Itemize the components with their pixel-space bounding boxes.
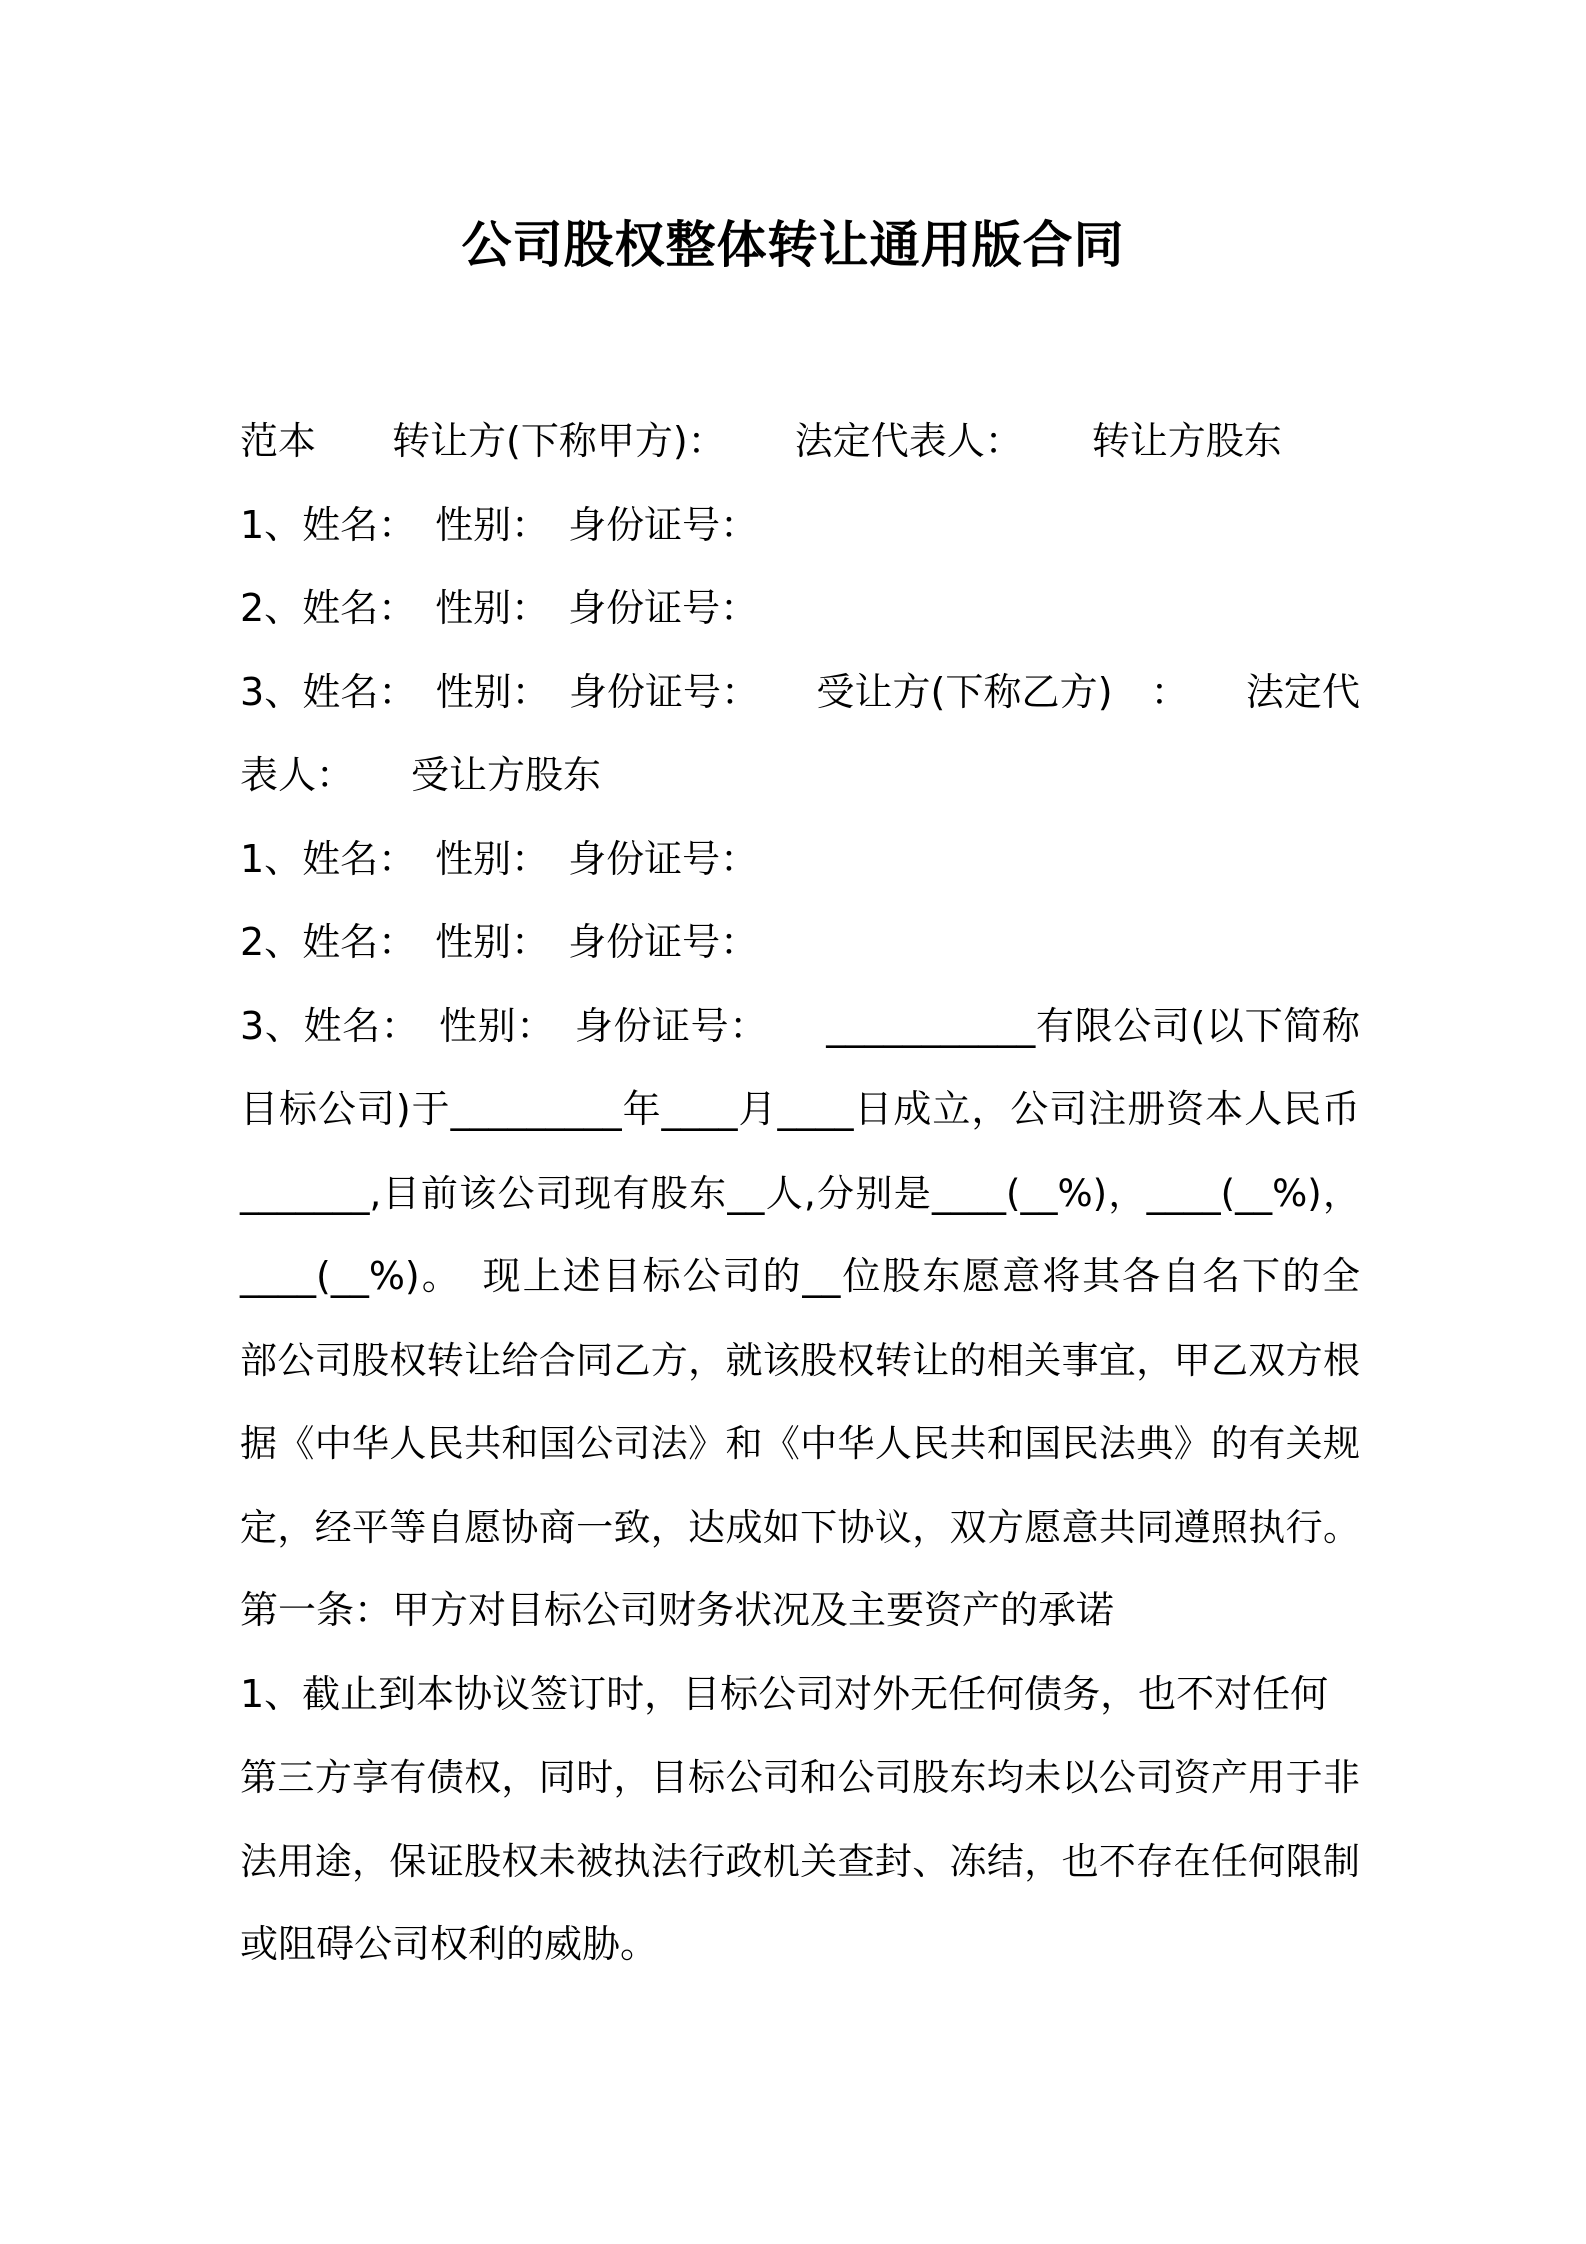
text-line: 表人： 受让方股东 xyxy=(240,753,602,797)
text-line: 范本 转让方(下称甲方)： 法定代表人： 转让方股东 xyxy=(240,419,1282,463)
text-line: 或阻碍公司权利的威胁。 xyxy=(240,1922,659,1966)
text-line: 目标公司)于_________年____月____日成立，公司注册资本人民币 xyxy=(240,1087,1360,1131)
section-heading: 第一条：甲方对目标公司财务状况及主要资产的承诺 xyxy=(240,1588,1115,1632)
text-line: 第三方享有债权，同时，目标公司和公司股东均未以公司资产用于非 xyxy=(240,1756,1360,1799)
text-line: 据《中华人民共和国公司法》和《中华人民共和国民法典》的有关规 xyxy=(240,1422,1360,1465)
document-body xyxy=(240,400,1360,1987)
document-title: 公司股权整体转让通用版合同 xyxy=(461,216,1125,274)
text-line: 定，经平等自愿协商一致，达成如下协议，双方愿意共同遵照执行。 xyxy=(240,1505,1360,1549)
text-line: 部公司股权转让给合同乙方，就该股权转让的相关事宜，甲乙双方根 xyxy=(240,1338,1360,1382)
text-line: 法用途，保证股权未被执法行政机关查封、冻结，也不存在任何限制 xyxy=(240,1839,1360,1883)
text-line: 2、姓名： 性别： 身份证号： xyxy=(240,586,759,630)
text-line: _______,目前该公司现有股东__人,分别是____(__%)，____(__%)， xyxy=(240,1171,1360,1215)
text-line: 1、截止到本协议签订时，目标公司对外无任何债务，也不对任何 xyxy=(240,1671,1329,1716)
text-line: 1、姓名： 性别： 身份证号： xyxy=(240,502,759,547)
text-line: 1、姓名： 性别： 身份证号： xyxy=(240,836,759,881)
text-line: ____(__%)。 现上述目标公司的__位股东愿意将其各自名下的全 xyxy=(240,1254,1360,1298)
text-line: 3、姓名： 性别： 身份证号： ___________有限公司(以下简称 xyxy=(240,1003,1360,1048)
text-line: 2、姓名： 性别： 身份证号： xyxy=(240,920,759,964)
text-line: 3、姓名： 性别： 身份证号： 受让方(下称乙方) ： 法定代 xyxy=(240,669,1360,714)
